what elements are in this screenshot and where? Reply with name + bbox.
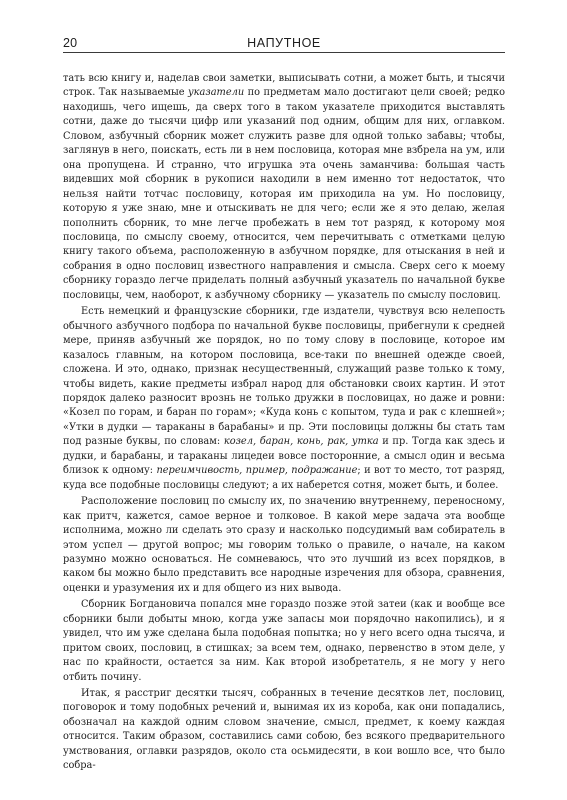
text-segment: ; и вот то место, тот разряд, куда все подобные пословицы следуют; а их наберется сотня, может быть, и более. [63, 465, 505, 491]
page-number: 20 [63, 36, 78, 50]
body-text [63, 72, 505, 774]
text-segment: и пр. Тогда как здесь и дудки, и барабаны, и тараканы лицедеи вовсе посторонние, а смысл один и весьма близок к одному: [63, 436, 506, 477]
italic-text: указатели [188, 87, 245, 99]
running-title: НАПУТНОЕ [247, 36, 321, 50]
italic-text: переимчивость, пример, подражание [156, 465, 358, 477]
paragraph [63, 598, 505, 685]
text-segment: по предметам мало достигают цели своей; редко находишь, чего ищешь, да сверх того в таком указателе приходится выставлять сотни, даже до тысячи цифр или указаний под одним, общим для них, оглавком. Словом, азбучный сборник может служить разве для одной только забавы; чтобы, заглянув в него, поискать, есть ли в нем пословица, которая мне взбрела на ум, или она пропущена. И странно, что игрушка эта очень заманчива: большая часть видевших мой сборник в рукописи находили в нем именно тот недостаток, что нельзя найти тотчас пословицу, которая им приходила на ум. Но пословицу, которую я уже знаю, мне и отыскивать не для чего; если же я это делаю, желая пополнить сборник, то мне легче пробежать в нем тот разряд, к которому моя пословица, по смыслу своему, относится, чем перечитывать с отметками целую книгу такого объема, расположенную в азбучном порядке, для отыскания в ней и собрания в одно пословиц известного направления и смысла. Сверх сего к моему сборнику гораздо легче приделать полный азбучный указатель по начальной букве пословицы, чем, наоборот, к азбучному сборнику — указатель по смыслу пословиц. [63, 87, 505, 301]
text-segment: тать всю книгу и, наделав свои заметки, выписывать сотни, а может быть, и тысячи строк. Так называемые [63, 73, 505, 99]
text-segment: Итак, я расстриг десятки тысяч, собранных в течение десятков лет, пословиц, поговорок и тому подобных речений и, вынимая их из короба, как они попадались, обозначал на каждой одним словом значение, смысл, предмет, к коему каждая относится. Таким образом, составились сами собою, без всякого предварительного умствования, оглавки разрядов, около ста осьмидесяти, в кои вошло все, что было собра- [63, 688, 505, 772]
italic-text: козел, баран, конь, рак, утка [223, 436, 379, 448]
text-segment: Сборник Богдановича попался мне гораздо позже этой затеи (как и вообще все сборники были добыты мною, когда уже запасы мои порядочно накопились), и я увидел, что им уже сделана была подобная попытка; но у него всего одна тысяча, и притом своих, пословиц, в стишках; за всем тем, однако, первенство в этом деле, у нас по крайности, остается за ним. Как второй изобретатель, я не могу у него отбить почину. [63, 599, 505, 683]
paragraph [63, 72, 505, 303]
text-segment: Есть немецкий и французские сборники, где издатели, чувствуя всю нелепость обычного азбучного подбора по начальной букве пословицы, прибегнули к средней мере, приняв азбучный же порядок, но по тому слову в пословице, которое им казалось главным, на котором пословица, все-таки по внешней одежде своей, сложена. И это, однако, признак несущественный, служащий разве только к тому, чтобы видеть, какие предметы избрал народ для обстановки своих картин. И этот порядок далеко разносит врознь не только дружки в пословицах, но даже и ровни: «Козел по горам, и баран по горам»; «Куда конь с копытом, туда и рак с клешней»; «Утки в дудки — тараканы в барабаны» и пр. Эти пословицы должны бы стать там под разные буквы, по словам: [63, 306, 505, 448]
paragraph [63, 495, 505, 596]
paragraph [63, 687, 505, 774]
text-segment: Расположение пословиц по смыслу их, по значению внутреннему, переносному, как притч, кажется, самое верное и толковое. В какой мере задача эта вообще исполнима, можно ли сделать это сразу и насколько подсудимый вам собиратель в этом успел — другой вопрос; мы говорим только о правиле, о начале, на каком разумно можно основаться. Не сомневаюсь, что это лучший из всех порядков, в каком бы можно было представить все народные изречения для обзора, сравнения, оценки и уразумения их и для общего из них вывода. [63, 496, 505, 594]
paragraph [63, 305, 505, 493]
page-header [63, 36, 505, 53]
